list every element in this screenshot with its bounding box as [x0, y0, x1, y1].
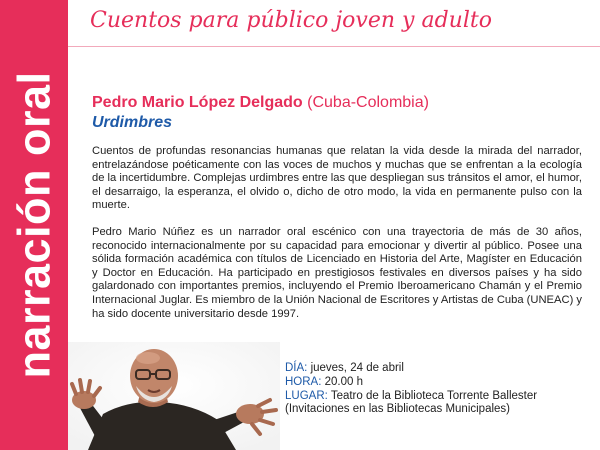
- time-value: 20.00 h: [321, 375, 363, 388]
- event-place: [285, 390, 537, 404]
- event-time: [285, 376, 537, 390]
- work-title: Urdimbres: [92, 114, 173, 131]
- description-paragraph-2: Pedro Mario Núñez es un narrador oral escénico con una trayectoria de más de 30 años, reconocido internacionalmente por su capacidad para emocionar y divertir al público. Posee una sólida formación académica con títulos de Licenciado en Historia del Arte, Magíster en Educación y Doctor en Educación. Ha participado en prestigiosos festivales en diversos países y ha sido galardonado con importantes premios, incluyendo el Premio Iberoamericano Chamán y el Premio Internacional Juglar. Es miembro de la Unión Nacional de Escritores y Artistas de Cuba (UNEAC) y ha sido docente universitario desde 1997.: [92, 226, 582, 320]
- header-title: Cuentos para público joven y adulto: [90, 8, 492, 33]
- sidebar-band: [0, 0, 68, 450]
- time-label: HORA:: [285, 375, 322, 388]
- author-origin: (Cuba-Colombia): [307, 94, 429, 111]
- day-value: jueves, 24 de abril: [307, 362, 404, 374]
- author-name: Pedro Mario López Delgado: [92, 94, 303, 111]
- description-paragraph-1: Cuentos de profundas resonancias humanas que relatan la vida desde la mirada del narrador, entrelazándose poéticamente con las voces de muchos y muchas que se enfrentan a la ecología de la incertidumbre. Complejas urdimbres entre las que despliegan sus tránsitos el amor, el humor, el desarraigo, la esperanza, el olvido o, dicho de otro modo, la vida en permanente pulso con la muerte.: [92, 145, 583, 212]
- header-divider: [68, 46, 600, 47]
- place-label: LUGAR:: [285, 389, 328, 402]
- performer-photo: [68, 342, 280, 450]
- event-note: (Invitaciones en las Bibliotecas Municipales): [285, 403, 510, 416]
- place-value: Teatro de la Biblioteca Torrente Ballester: [327, 389, 538, 402]
- author-line: [92, 94, 429, 112]
- event-details: [285, 362, 537, 417]
- performer-illustration: [68, 342, 280, 450]
- event-day: [285, 362, 537, 376]
- day-label: DÍA:: [285, 362, 308, 374]
- sidebar-title: narración oral: [8, 71, 60, 379]
